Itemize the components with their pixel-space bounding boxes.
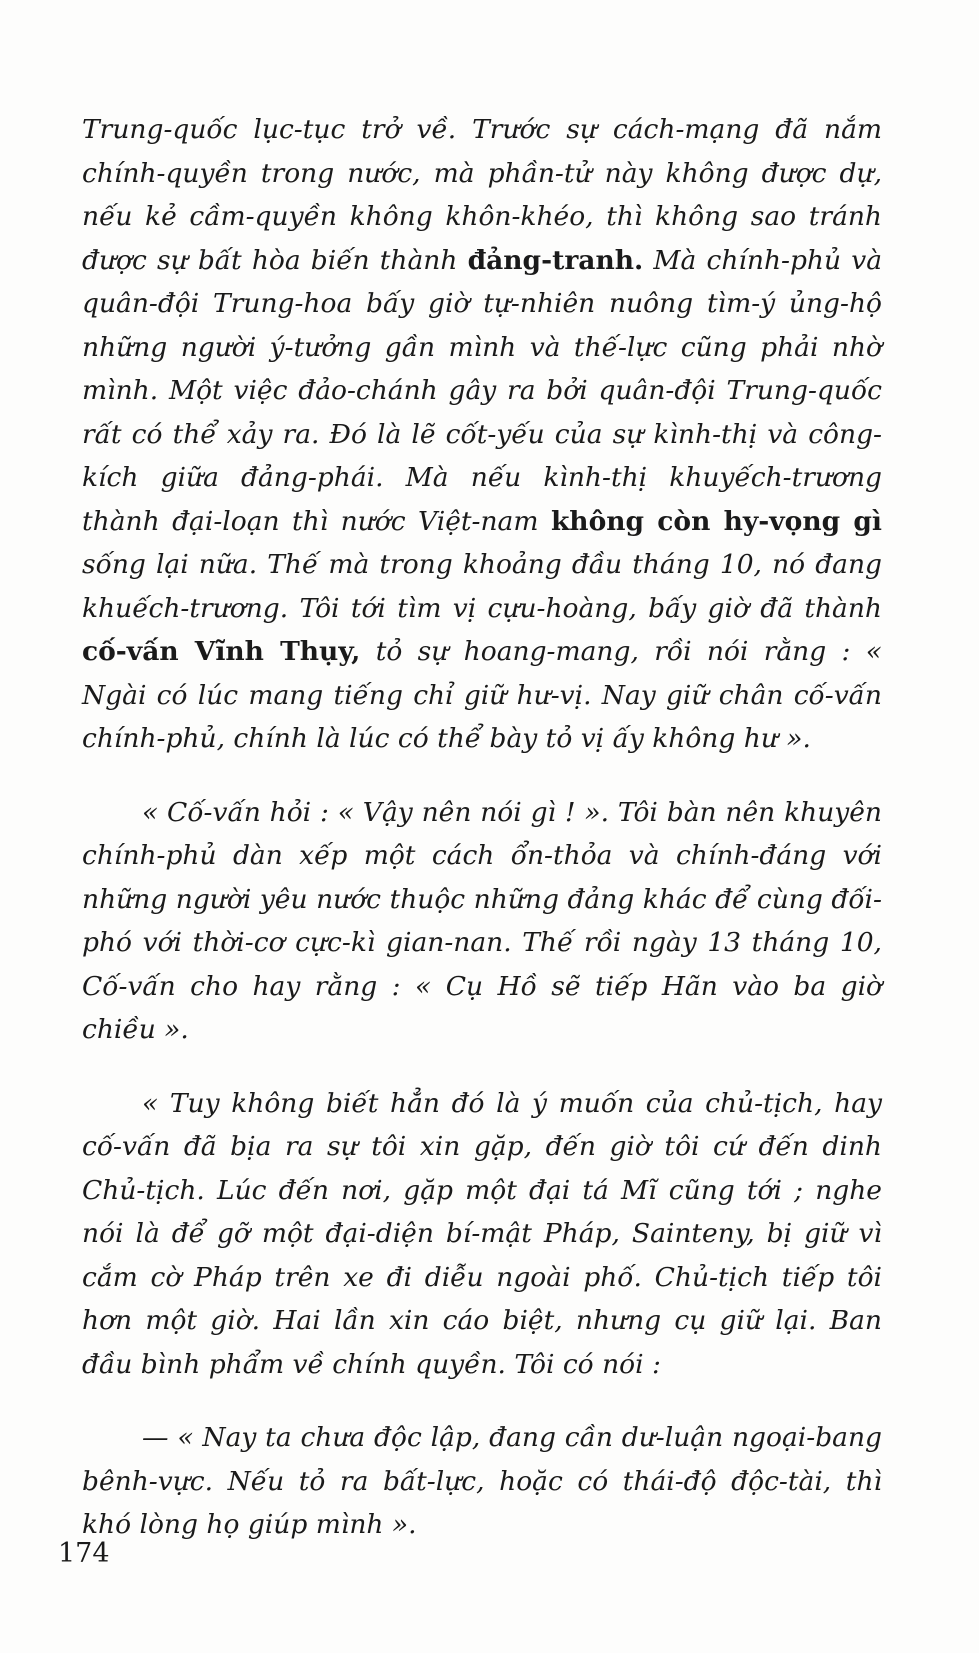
paragraph-1: [82, 108, 882, 761]
body-text: [82, 108, 882, 1547]
paragraph-2: [82, 791, 882, 1052]
bold-phrase: không còn hy-vọng gì: [550, 505, 882, 537]
text-segment: — « Nay ta chưa độc lập, đang cần dư-luận ngoại-bang bênh-vực. Nếu tỏ ra bất-lực, hoặc có thái-độ độc-tài, thì khó lòng họ giúp mình ».: [82, 1422, 882, 1540]
text-segment: « Cố-vấn hỏi : « Vậy nên nói gì ! ». Tôi bàn nên khuyên chính-phủ dàn xếp một cách ổn-thỏa và chính-đáng với những người yêu nước thuộc những đảng khác để cùng đối-phó với thời-cơ cực-kì gian-nan. Thế rồi ngày 13 tháng 10, Cố-vấn cho hay rằng : « Cụ Hồ sẽ tiếp Hãn vào ba giờ chiều ».: [82, 796, 882, 1045]
bold-phrase: đảng-tranh.: [467, 244, 644, 276]
text-segment: sống lại nữa. Thế mà trong khoảng đầu tháng 10, nó đang khuếch-trương. Tôi tới tìm vị cựu-hoàng, bấy giờ đã thành: [82, 549, 882, 624]
page-number: 174: [58, 1538, 110, 1569]
text-segment: Trung-quốc lục-tục trở về. Trước sự cách-mạng đã nắm chính-quyền trong nước, mà phần-tử này không được dự, nếu kẻ cầm-quyền không khôn-khéo, thì không sao tránh được sự bất hòa biến thành: [82, 114, 882, 276]
text-segment: « Tuy không biết hẳn đó là ý muốn của chủ-tịch, hay cố-vấn đã bịa ra sự tôi xin gặp, đến giờ tôi cứ đến dinh Chủ-tịch. Lúc đến nơi, gặp một đại tá Mĩ cũng tới ; nghe nói là để gỡ một đại-diện bí-mật Pháp, Sainteny, bị giữ vì cắm cờ Pháp trên xe đi diễu ngoài phố. Chủ-tịch tiếp tôi hơn một giờ. Hai lần xin cáo biệt, nhưng cụ giữ lại. Ban đầu bình phẩm về chính quyền. Tôi có nói :: [82, 1087, 882, 1380]
text-segment: tỏ sự hoang-mang, rồi nói rằng : « Ngài có lúc mang tiếng chỉ giữ hư-vị. Nay giữ chân cố-vấn chính-phủ, chính là lúc có thể bày tỏ vị ấy không hư ».: [82, 636, 882, 754]
text-segment: Mà chính-phủ và quân-đội Trung-hoa bấy giờ tự-nhiên nuông tìm-ý ủng-hộ những người ý-tưởng gần mình và thế-lực cũng phải nhờ mình. Một việc đảo-chánh gây ra bởi quân-đội Trung-quốc rất có thể xảy ra. Đó là lẽ cốt-yếu của sự kình-thị và công-kích giữa đảng-phái. Mà nếu kình-thị khuyếch-trương thành đại-loạn thì nước Việt-nam: [82, 244, 882, 537]
paragraph-3: [82, 1082, 882, 1387]
paragraph-4: [82, 1416, 882, 1547]
bold-phrase: cố-vấn Vĩnh Thụy,: [82, 636, 361, 667]
